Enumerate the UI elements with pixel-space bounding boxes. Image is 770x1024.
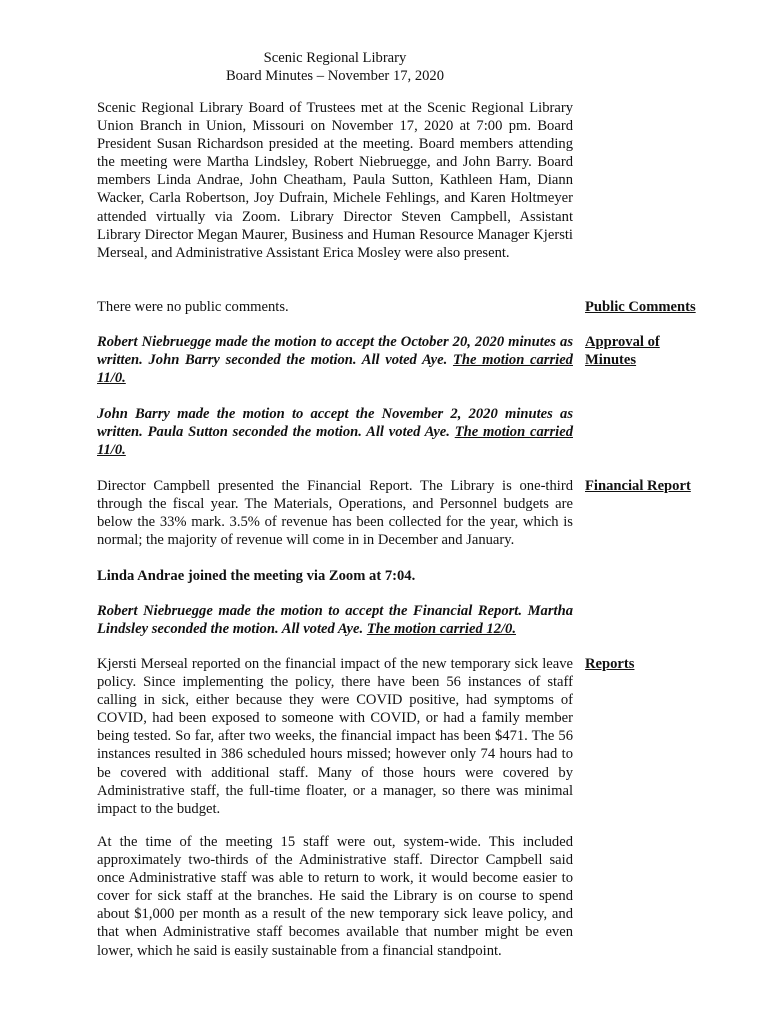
heading-approval-of-minutes xyxy=(585,333,755,369)
public-comments-paragraph: There were no public comments. xyxy=(97,299,289,315)
heading-financial-report: Financial Report xyxy=(585,478,691,494)
reports-paragraph-2: At the time of the meeting 15 staff were out, system-wide. This included approximately two-thirds of the Administrative staff. Director Campbell said once Administrative staff was able to return to work, it would become easier to cover for sick staff at the branches. He said the Library is on course to spend about $1,000 per month as a result of the new temporary sick leave policy, and that when Administrative staff becomes available that number might be even lower, which he said is easily sustainable from a financial standpoint. xyxy=(97,834,573,959)
motion-october-minutes xyxy=(97,333,573,387)
motion-result: The motion carried 11/0. xyxy=(97,424,573,459)
heading-approval-line1: Approval of xyxy=(585,334,660,350)
motion-result: The motion carried 11/0. xyxy=(97,352,573,387)
motion-result: The motion carried 12/0. xyxy=(366,621,516,638)
heading-approval-line2: Minutes xyxy=(585,352,637,369)
financial-report-paragraph: Director Campbell presented the Financial Report. The Library is one-third through the fiscal year. The Materials, Operations, and Personnel budgets are below the 33% mark. 3.5% of revenue has been collected for the year, which is normal; the majority of revenue will come in in December and January. xyxy=(97,478,573,549)
reports-paragraph-1: Kjersti Merseal reported on the financial impact of the new temporary sick leave policy. Since implementing the policy, there have been 56 instances of staff calling in sick, either because they were COVID positive, had symptoms of COVID, had been exposed to someone with COVID, or had a family member being tested. So far, after two weeks, the financial impact has been $471. The 56 instances resulted in 386 scheduled hours missed; however only 74 hours had to be covered with additional staff. Many of those hours were covered by Administrative staff, the full-time floater, or a manager, so there was minimal impact to the budget. xyxy=(97,656,573,817)
motion-november-minutes xyxy=(97,405,573,459)
document-header xyxy=(97,49,573,85)
heading-public-comments: Public Comments xyxy=(585,299,696,315)
joined-meeting-note: Linda Andrae joined the meeting via Zoom at 7:04. xyxy=(97,568,416,584)
motion-text: John Barry made the motion to accept the November 2, 2020 minutes as written. Paula Sutton seconded the motion. All voted Aye. xyxy=(97,406,573,441)
intro-paragraph: Scenic Regional Library Board of Trustees met at the Scenic Regional Library Union Branch in Union, Missouri on November 17, 2020 at 7:00 pm. Board President Susan Richardson presided at the meeting. Board members attending the meeting were Martha Lindsley, Robert Niebruegge, and John Barry. Board members Linda Andrae, John Cheatham, Paula Sutton, Kathleen Ham, Diann Wacker, Carla Robertson, Joy Dufrain, Michele Fehlings, and Karen Holtmeyer attended virtually via Zoom. Library Director Steven Campbell, Assistant Library Director Megan Maurer, Business and Human Resource Manager Kjersti Merseal, and Administrative Assistant Erica Mosley were also present. xyxy=(97,100,573,261)
library-name: Scenic Regional Library xyxy=(263,50,407,66)
minutes-title: Board Minutes – November 17, 2020 xyxy=(225,68,445,84)
motion-text: Robert Niebruegge made the motion to accept the Financial Report. Martha Lindsley seconded the motion. All voted Aye. xyxy=(97,603,573,638)
motion-financial-report xyxy=(97,602,573,638)
heading-reports: Reports xyxy=(585,656,635,672)
motion-text: Robert Niebruegge made the motion to accept the October 20, 2020 minutes as written. John Barry seconded the motion. All voted Aye. xyxy=(97,334,573,369)
